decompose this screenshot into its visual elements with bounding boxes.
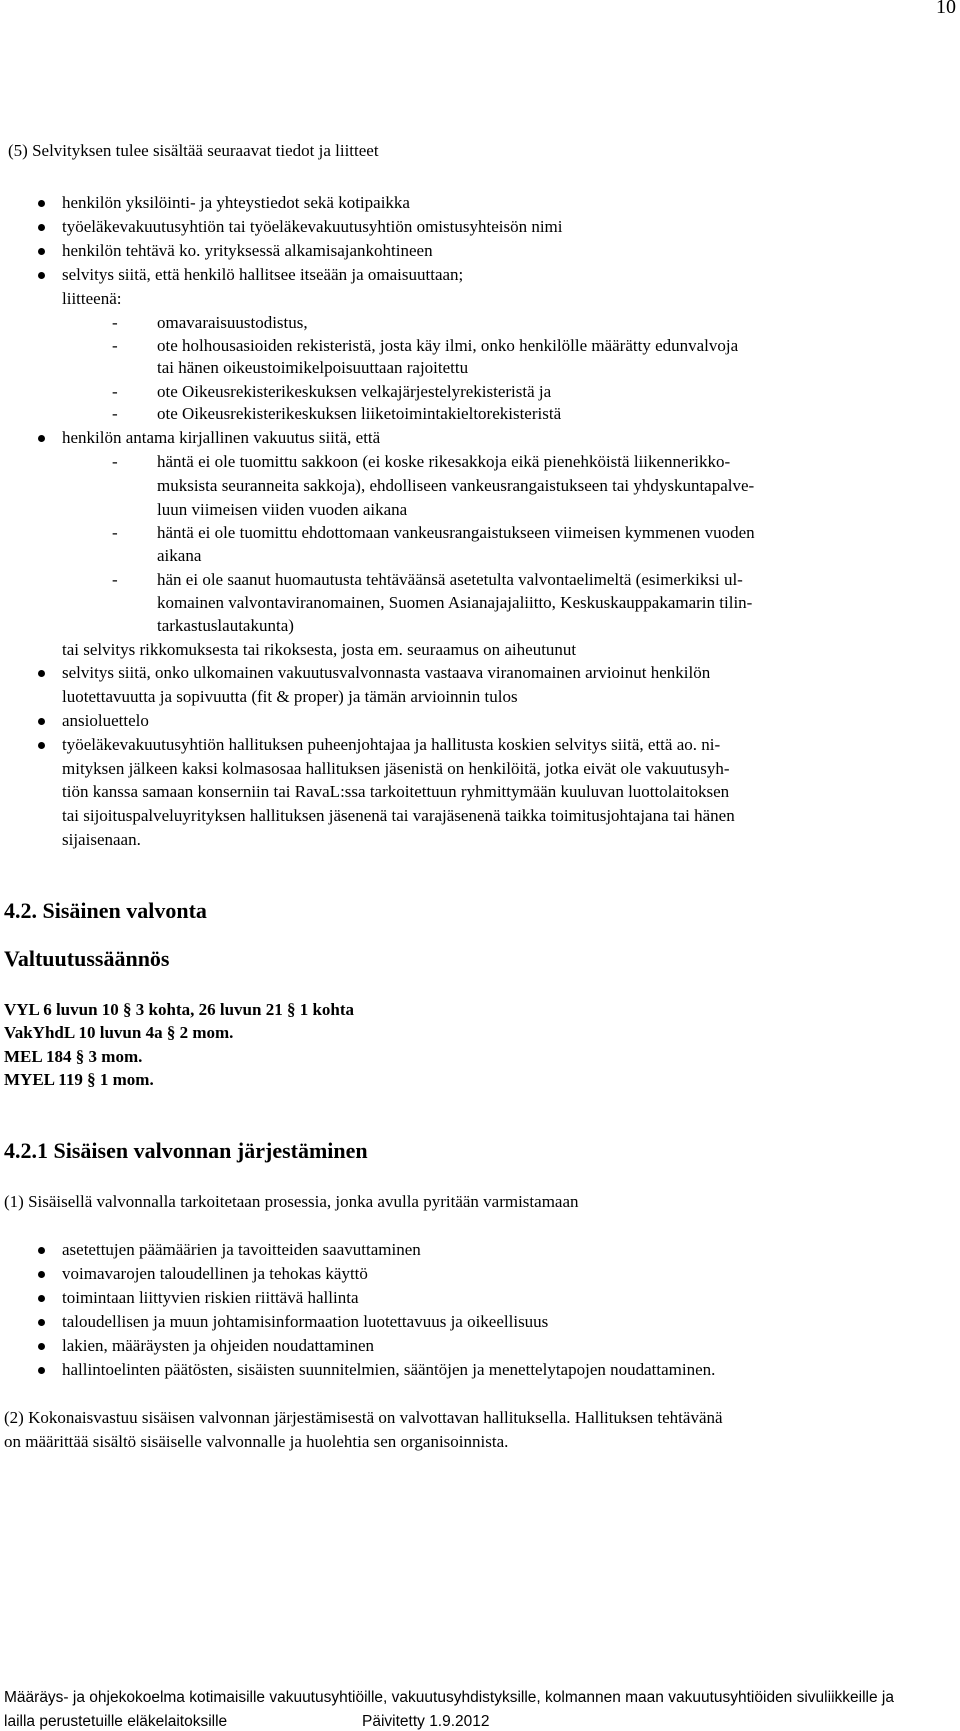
paragraph-continuation: on määrittää sisältö sisäiselle valvonnalle ja huolehtia sen organisoinnista. (4, 1432, 509, 1451)
bullet-dot (38, 248, 45, 255)
alternative-line: tai selvitys rikkomuksesta tai rikoksesta, josta em. seuraamus on aiheutunut (62, 640, 577, 659)
dash-marker: - (112, 313, 118, 332)
list-item: ote Oikeusrekisterikeskuksen liiketoimintakieltorekisteristä (157, 404, 562, 423)
list-item-continuation: aikana (157, 546, 202, 565)
dash-marker: - (112, 404, 118, 423)
dash-marker: - (112, 336, 118, 355)
dash-marker: - (112, 452, 118, 471)
bullet-dot (38, 200, 45, 207)
list-item-continuation: luotettavuutta ja sopivuutta (fit & proper) ja tämän arvioinnin tulos (62, 687, 518, 706)
list-item: selvitys siitä, onko ulkomainen vakuutusvalvonnasta vastaava viranomainen arvioinut henkilön (62, 663, 711, 682)
page-number: 10 (936, 0, 956, 18)
bullet-dot (38, 1247, 45, 1254)
dash-marker: - (112, 570, 118, 589)
list-item: hallintoelinten päätösten, sisäisten suunnitelmien, sääntöjen ja menettelytapojen noudattaminen. (62, 1360, 716, 1379)
list-item: työeläkevakuutusyhtiön tai työeläkevakuutusyhtiön omistusyhteisön nimi (62, 217, 563, 236)
list-item-continuation: luun viimeisen viiden vuoden aikana (157, 500, 408, 519)
section-title: 4.2.1 Sisäisen valvonnan järjestäminen (4, 1138, 368, 1163)
legal-reference: MEL 184 § 3 mom. (4, 1047, 143, 1066)
section-title: 4.2. Sisäinen valvonta (4, 898, 207, 923)
list-item: hän ei ole saanut huomautusta tehtäväänsä asetetulta valvontaelimeltä (esimerkiksi ul- (157, 570, 743, 589)
list-item-continuation: muksista seuranneita sakkoja), ehdolliseen vankeusrangaistukseen tai yhdyskuntapalve- (157, 476, 755, 495)
bullet-dot (38, 1319, 45, 1326)
list-item: ote Oikeusrekisterikeskuksen velkajärjestelyrekisteristä ja (157, 382, 552, 401)
bullet-dot (38, 435, 45, 442)
paragraph: (1) Sisäisellä valvonnalla tarkoitetaan prosessia, jonka avulla pyritään varmistamaan (4, 1192, 579, 1211)
legal-reference: VakYhdL 10 luvun 4a § 2 mom. (4, 1023, 234, 1042)
bullet-dot (38, 272, 45, 279)
list-item-continuation: tiön kanssa samaan konserniin tai RavaL:ssa tarkoitettuun ryhmittymään kuuluvan luottolaitoksen (62, 782, 730, 801)
list-item: henkilön antama kirjallinen vakuutus siitä, että (62, 428, 381, 447)
bullet-dot (38, 1367, 45, 1374)
legal-reference: MYEL 119 § 1 mom. (4, 1070, 154, 1089)
list-item: ote holhousasioiden rekisteristä, josta käy ilmi, onko henkilölle määrätty edunvalvoja (157, 336, 739, 355)
bullet-dot (38, 1271, 45, 1278)
footer-text: lailla perustetuille eläkelaitoksille (4, 1713, 228, 1730)
bullet-dot (38, 742, 45, 749)
list-item: voimavarojen taloudellinen ja tehokas käyttö (62, 1264, 368, 1283)
paragraph: (2) Kokonaisvastuu sisäisen valvonnan järjestämisestä on valvottavan hallituksella. Hallituksen tehtävänä (4, 1408, 723, 1427)
list-item: taloudellisen ja muun johtamisinformaation luotettavuus ja oikeellisuus (62, 1312, 549, 1331)
list-item: työeläkevakuutusyhtiön hallituksen puheenjohtajaa ja hallitusta koskien selvitys siitä, että ao. ni- (62, 735, 721, 754)
list-item-continuation: tai sijoituspalveluyrityksen hallituksen jäsenenä tai varajäsenenä taikka toimitusjohtajana tai hänen (62, 806, 735, 825)
section-heading: (5) Selvityksen tulee sisältää seuraavat tiedot ja liitteet (8, 141, 379, 160)
bullet-dot (38, 670, 45, 677)
list-item: häntä ei ole tuomittu sakkoon (ei koske rikesakkoja eikä pienehköistä liikennerikko- (157, 452, 731, 471)
dash-marker: - (112, 523, 118, 542)
legal-reference: VYL 6 luvun 10 § 3 kohta, 26 luvun 21 § 1 kohta (4, 1000, 355, 1019)
list-item: omavaraisuustodistus, (157, 313, 308, 332)
list-item-continuation: sijaisenaan. (62, 830, 141, 849)
list-item: toimintaan liittyvien riskien riittävä hallinta (62, 1288, 359, 1307)
list-item: selvitys siitä, että henkilö hallitsee itseään ja omaisuuttaan; (62, 265, 464, 284)
list-item-continuation: tarkastuslautakunta) (157, 616, 294, 635)
dash-marker: - (112, 382, 118, 401)
bullet-dot (38, 224, 45, 231)
subsection-title: Valtuutussäännös (4, 946, 170, 971)
footer-text: Määräys- ja ohjekokoelma kotimaisille vakuutusyhtiöille, vakuutusyhdistyksille, kolmannen maan vakuutusyhtiöiden sivuliikkeille ja (4, 1689, 894, 1706)
attachments-label: liitteenä: (62, 289, 122, 308)
list-item: henkilön tehtävä ko. yrityksessä alkamisajankohtineen (62, 241, 433, 260)
list-item: lakien, määräysten ja ohjeiden noudattaminen (62, 1336, 375, 1355)
bullet-dot (38, 1343, 45, 1350)
list-item-continuation: mityksen jälkeen kaksi kolmasosaa hallituksen jäsenistä on henkilöitä, jotka eivät ole vakuutusyh- (62, 759, 730, 778)
list-item-continuation: komainen valvontaviranomainen, Suomen Asianajajaliitto, Keskuskauppakamarin tilin- (157, 593, 753, 612)
list-item: häntä ei ole tuomittu ehdottomaan vankeusrangaistukseen viimeisen kymmenen vuoden (157, 523, 755, 542)
list-item: ansioluettelo (62, 711, 149, 730)
list-item: asetettujen päämäärien ja tavoitteiden saavuttaminen (62, 1240, 421, 1259)
footer-updated-date: Päivitetty 1.9.2012 (362, 1713, 490, 1730)
list-item: henkilön yksilöinti- ja yhteystiedot sekä kotipaikka (62, 193, 410, 212)
list-item-continuation: tai hänen oikeustoimikelpoisuuttaan rajoitettu (157, 358, 469, 377)
bullet-dot (38, 718, 45, 725)
bullet-dot (38, 1295, 45, 1302)
